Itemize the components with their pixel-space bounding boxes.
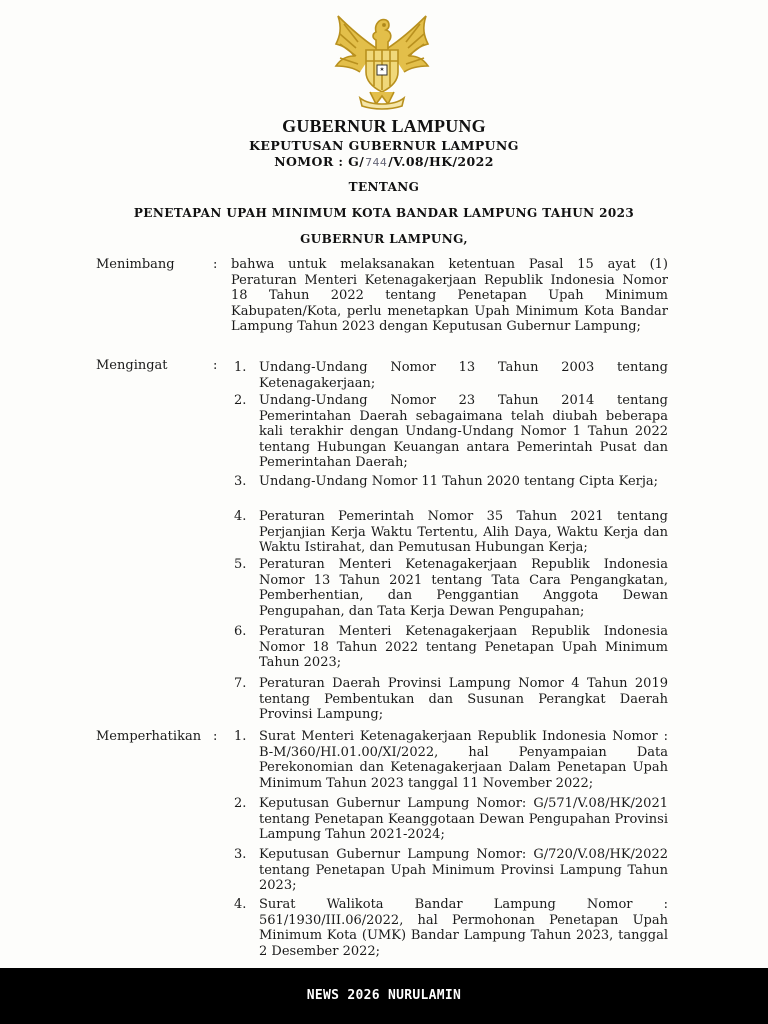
footer-watermark: NEWS 2026 NURULAMIN: [306, 988, 462, 1003]
mengingat-item-text: Peraturan Pemerintah Nomor 35 Tahun 2021 tentang Perjanjian Kerja Waktu Tertentu, Alih Daya, Waktu Kerja dan Waktu Istirahat, dan Pemutusan Hubungan Kerja;: [259, 509, 668, 555]
memperhatikan-item-number: 2.: [234, 796, 247, 811]
mengingat-item-number: 7.: [234, 676, 247, 691]
memperhatikan-item-number: 3.: [234, 847, 247, 862]
mengingat-item-number: 6.: [234, 624, 247, 639]
memperhatikan-colon: :: [213, 729, 218, 744]
mengingat-item-text: Peraturan Menteri Ketenagakerjaan Republik Indonesia Nomor 13 Tahun 2021 tentang Tata Cara Pengangkatan, Pemberhentian, dan Penggantian Anggota Dewan Pengupahan, dan Tata Kerja Dewan Pengupahan;: [259, 557, 668, 619]
tentang-heading: TENTANG: [348, 180, 420, 194]
mengingat-item-number: 2.: [234, 393, 247, 408]
mengingat-item-text: Undang-Undang Nomor 13 Tahun 2003 tentang Ketenagakerjaan;: [259, 360, 668, 391]
decree-number-prefix: NOMOR : G/: [274, 154, 365, 169]
menimbang-label: Menimbang: [96, 257, 175, 272]
garuda-pancasila-emblem-icon: [330, 10, 434, 110]
memperhatikan-label: Memperhatikan: [96, 729, 202, 744]
memperhatikan-item-number: 1.: [234, 729, 247, 744]
mengingat-item-number: 4.: [234, 509, 247, 524]
memperhatikan-item-text: Keputusan Gubernur Lampung Nomor: G/720/V.08/HK/2022 tentang Penetapan Upah Minimum Provinsi Lampung Tahun 2023;: [259, 847, 668, 893]
mengingat-label: Mengingat: [96, 358, 168, 373]
mengingat-item-text: Peraturan Daerah Provinsi Lampung Nomor 4 Tahun 2019 tentang Pembentukan dan Susunan Perangkat Daerah Provinsi Lampung;: [259, 676, 668, 722]
document-title: GUBERNUR LAMPUNG: [282, 116, 486, 136]
menimbang-text: bahwa untuk melaksanakan ketentuan Pasal 15 ayat (1) Peraturan Menteri Ketenagakerjaan Republik Indonesia Nomor 18 Tahun 2022 tentang Penetapan Upah Minimum Kabupaten/Kota, perlu menetapkan Upah Minimum Kota Bandar Lampung Tahun 2023 dengan Keputusan Gubernur Lampung;: [231, 257, 668, 334]
mengingat-item-text: Undang-Undang Nomor 11 Tahun 2020 tentang Cipta Kerja;: [259, 474, 659, 489]
memperhatikan-item-text: Surat Walikota Bandar Lampung Nomor : 561/1930/III.06/2022, hal Permohonan Penetapan Upah Minimum Kota (UMK) Bandar Lampung Tahun 2023, tanggal 2 Desember 2022;: [259, 897, 668, 959]
decree-title: KEPUTUSAN GUBERNUR LAMPUNG: [249, 138, 519, 153]
decree-number: [0, 154, 768, 169]
mengingat-item-number: 3.: [234, 474, 247, 489]
memperhatikan-item-text: Keputusan Gubernur Lampung Nomor: G/571/V.08/HK/2021 tentang Penetapan Keanggotaan Dewan Pengupahan Provinsi Lampung Tahun 2021-2024;: [259, 796, 668, 842]
footer-banner: [0, 968, 768, 1024]
mengingat-item-text: Undang-Undang Nomor 23 Tahun 2014 tentang Pemerintahan Daerah sebagaimana telah diubah beberapa kali terakhir dengan Undang-Undang Nomor 1 Tahun 2022 tentang Hubungan Keuangan antara Pemerintah Pusat dan Pemerintahan Daerah;: [259, 393, 668, 470]
mengingat-item-number: 1.: [234, 360, 247, 375]
mengingat-item-number: 5.: [234, 557, 247, 572]
decree-number-handwritten: 744: [365, 156, 388, 169]
memperhatikan-item-text: Surat Menteri Ketenagakerjaan Republik Indonesia Nomor : B-M/360/HI.01.00/XI/2022, hal Penyampaian Data Perekonomian dan Ketenagakerjaan Dalam Penetapan Upah Minimum Tahun 2023 tanggal 11 November 2022;: [259, 729, 668, 791]
memperhatikan-item-number: 4.: [234, 897, 247, 912]
menimbang-colon: :: [213, 257, 218, 272]
decree-subject: PENETAPAN UPAH MINIMUM KOTA BANDAR LAMPUNG TAHUN 2023: [133, 206, 635, 220]
governor-heading: GUBERNUR LAMPUNG,: [300, 232, 468, 246]
decree-number-suffix: /V.08/HK/2022: [388, 154, 494, 169]
mengingat-item-text: Peraturan Menteri Ketenagakerjaan Republik Indonesia Nomor 18 Tahun 2022 tentang Penetapan Upah Minimum Tahun 2023;: [259, 624, 668, 670]
mengingat-colon: :: [213, 358, 218, 373]
